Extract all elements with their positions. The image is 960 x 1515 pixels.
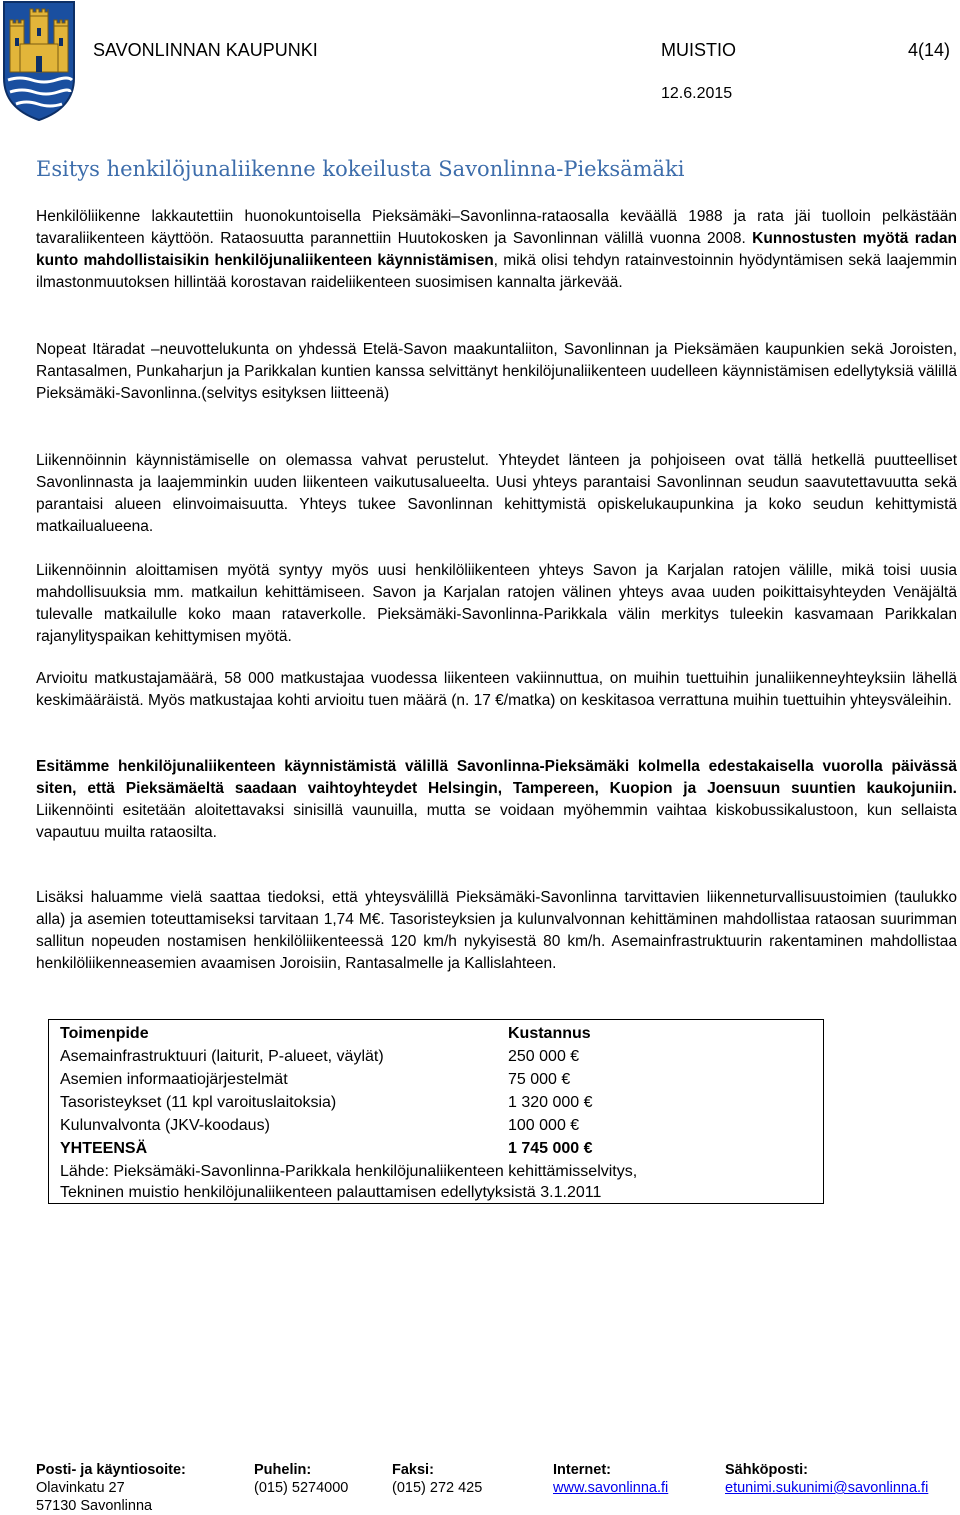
table-row [49, 1069, 824, 1092]
table-cell-measure: Kulunvalvonta (JKV-koodaus) [60, 1117, 270, 1134]
paragraph-background [36, 206, 957, 294]
table-cell-cost: 250 000 € [508, 1048, 580, 1065]
paragraph-negotiation: Nopeat Itäradat –neuvottelukunta on yhdessä Etelä-Savon maakuntaliiton, Savonlinnan ja Pieksämäen kaupunkien sekä Joroisten, Rantasalmen, Punkaharjun ja Parikkalan kuntien kanssa selvittänyt henkilöjunaliikenteen uudelleen käynnistämisen edellytyksiä välillä Pieksämäki-Savonlinna.(selvitys esityksen liitteenä) [36, 341, 957, 402]
header-document-type: MUISTIO [661, 40, 736, 60]
header-organization: SAVONLINNAN KAUPUNKI [93, 40, 318, 60]
footer-address-line-1: Olavinkatu 27 [36, 1480, 125, 1496]
paragraph-background-text-c: , mikä olisi tehdyn ratainvestoinnin hyödyntämisen sekä laajemmin ilmastonmuutoksen hillintää korostavan raideliikenteen suosimisen kannalta järkevää. [36, 252, 957, 291]
table-cell-measure: Asemainfrastruktuuri (laiturit, P-alueet, väylät) [60, 1048, 384, 1065]
footer-fax: (015) 272 425 [392, 1480, 483, 1496]
footer-phone-column [254, 1461, 348, 1497]
table-source-line-2: Tekninen muistio henkilöjunaliikenteen palauttamisen edellytyksistä 3.1.2011 [60, 1184, 602, 1201]
footer-address-line-2: 57130 Savonlinna [36, 1498, 153, 1514]
footer-website-link[interactable]: www.savonlinna.fi [553, 1480, 669, 1496]
table-cell-cost: 75 000 € [508, 1071, 571, 1088]
footer-address-label: Posti- ja käyntiosoite: [36, 1462, 186, 1478]
footer-internet-label: Internet: [553, 1462, 611, 1478]
footer-email-column [725, 1461, 928, 1497]
footer-phone: (015) 5274000 [254, 1480, 349, 1496]
footer-internet-column [553, 1461, 668, 1497]
table-cell-measure: Tasoristeykset (11 kpl varoituslaitoksia) [60, 1094, 337, 1111]
city-crest-logo [0, 0, 78, 122]
header-date: 12.6.2015 [661, 85, 733, 102]
document-title: Esitys henkilöjunaliikenne kokeilusta Savonlinna-Pieksämäki [36, 157, 685, 181]
footer-fax-column [392, 1461, 482, 1497]
table-header-cost: Kustannus [508, 1025, 591, 1042]
footer-address-column [36, 1461, 186, 1515]
paragraph-proposal-text: Liikennöinti esitetään aloitettavaksi sinisillä vaunuilla, mutta se voidaan myöhemmin vaihtaa kiskobussikalustoon, kun sellaista vapautuu muilta rataosilta. [36, 802, 957, 841]
table-row [49, 1092, 824, 1115]
footer-phone-label: Puhelin: [254, 1462, 312, 1478]
table-source [49, 1161, 824, 1204]
paragraph-proposal [36, 756, 957, 844]
table-total-label: YHTEENSÄ [60, 1140, 148, 1157]
paragraph-background-bold: Kunnostusten myötä radan kunto mahdollistaisikin henkilöjunaliikenteen käynnistämisen [36, 230, 957, 269]
paragraph-background-text-a: Henkilöliikenne lakkautettiin huonokuntoisella Pieksämäki–Savonlinna-rataosalla keväällä 1988 ja rata jäi tuolloin pelkästään tavaraliikenteen käyttöön. Rataosuutta parannettiin Huutokosken ja Savonlinnan välillä vuonna 2008. [36, 208, 957, 247]
table-total-row [49, 1138, 824, 1161]
table-row [49, 1046, 824, 1069]
paragraph-proposal-bold: Esitämme henkilöjunaliikenteen käynnistämistä välillä Savonlinna-Pieksämäki kolmella edestakaisella vuorolla päivässä siten, että Pieksämäeltä saadaan vaihtoyhteydet Helsingin, Tampereen, Kuopion ja Joensuun suuntien kaukojuniin. [36, 758, 957, 797]
table-header-row [49, 1020, 824, 1047]
cost-table [48, 1019, 824, 1204]
table-row [49, 1115, 824, 1138]
paragraph-passengers: Arvioitu matkustajamäärä, 58 000 matkustajaa vuodessa liikenteen vakiinnuttua, on muihin tuettuihin junaliikenneyhteyksiin lähellä keskimääräistä. Myös matkustajaa kohti arvioitu tuen määrä (n. 17 €/matka) on keskitasoa verrattuna muihin tuettuihin yhteysväleihin. [36, 670, 957, 709]
paragraph-justification: Liikennöinnin käynnistämiselle on olemassa vahvat perustelut. Yhteydet länteen ja pohjoiseen ovat tällä hetkellä puutteelliset Savonlinnasta ja laajemminkin uuden liikenteen vaikutusalueelta. Uusi yhteys parantaisi Savonlinnan seudun saavutettavuutta sekä parantaisi alueen elinvoimaisuutta. Yhteys tukee Savonlinnan kehittymistä opiskelukaupunkina ja koko seudun kehittymistä matkailualueena. [36, 452, 957, 535]
table-cell-cost: 1 320 000 € [508, 1094, 593, 1111]
table-cell-cost: 100 000 € [508, 1117, 580, 1134]
footer-email-label: Sähköposti: [725, 1462, 808, 1478]
table-cell-measure: Asemien informaatiojärjestelmät [60, 1071, 288, 1088]
table-source-line-1: Lähde: Pieksämäki-Savonlinna-Parikkala henkilöjunaliikenteen kehittämisselvitys, [60, 1163, 638, 1180]
header-page-number: 4(14) [908, 40, 951, 60]
table-total-cost: 1 745 000 € [508, 1140, 593, 1157]
paragraph-safety-costs: Lisäksi haluamme vielä saattaa tiedoksi, että yhteysvälillä Pieksämäki-Savonlinna tarvittavien liikenneturvallisuustoimien (taulukko alla) ja asemien toteuttamiseksi tarvitaan 1,74 M€. Tasoristeyksien ja kulunvalvonnan kehittäminen mahdollistaa rataosan suurimman sallitun nopeuden nostamisen henkilöliikenteessä 120 km/h nykyisestä 80 km/h. Asemainfrastruktuurin rakentaminen mahdollistaa henkilöliikenneasemien avaamisen Joroisiin, Rantasalmelle ja Kallislahteen. [36, 889, 957, 972]
table-source-row [49, 1161, 824, 1204]
table-header-measure: Toimenpide [60, 1025, 149, 1042]
footer-fax-label: Faksi: [392, 1462, 434, 1478]
paragraph-connections: Liikennöinnin aloittamisen myötä syntyy myös uusi henkilöliikenteen yhteys Savon ja Karjalan ratojen välille, mikä toisi uusia mahdollisuuksia mm. matkailun kehittämiseen. Savon ja Karjalan ratojen välinen yhteys avaa uuden poikittaisyhteyden Venäjältä tulevalle matkailulle koko maan rataverkolle. Pieksämäki-Savonlinna-Parikkala välin merkitys tuleekin kasvamaan Parikkalan rajanylityspaikan kehittymisen myötä. [36, 562, 957, 645]
footer-email-link[interactable]: etunimi.sukunimi@savonlinna.fi [725, 1480, 929, 1496]
